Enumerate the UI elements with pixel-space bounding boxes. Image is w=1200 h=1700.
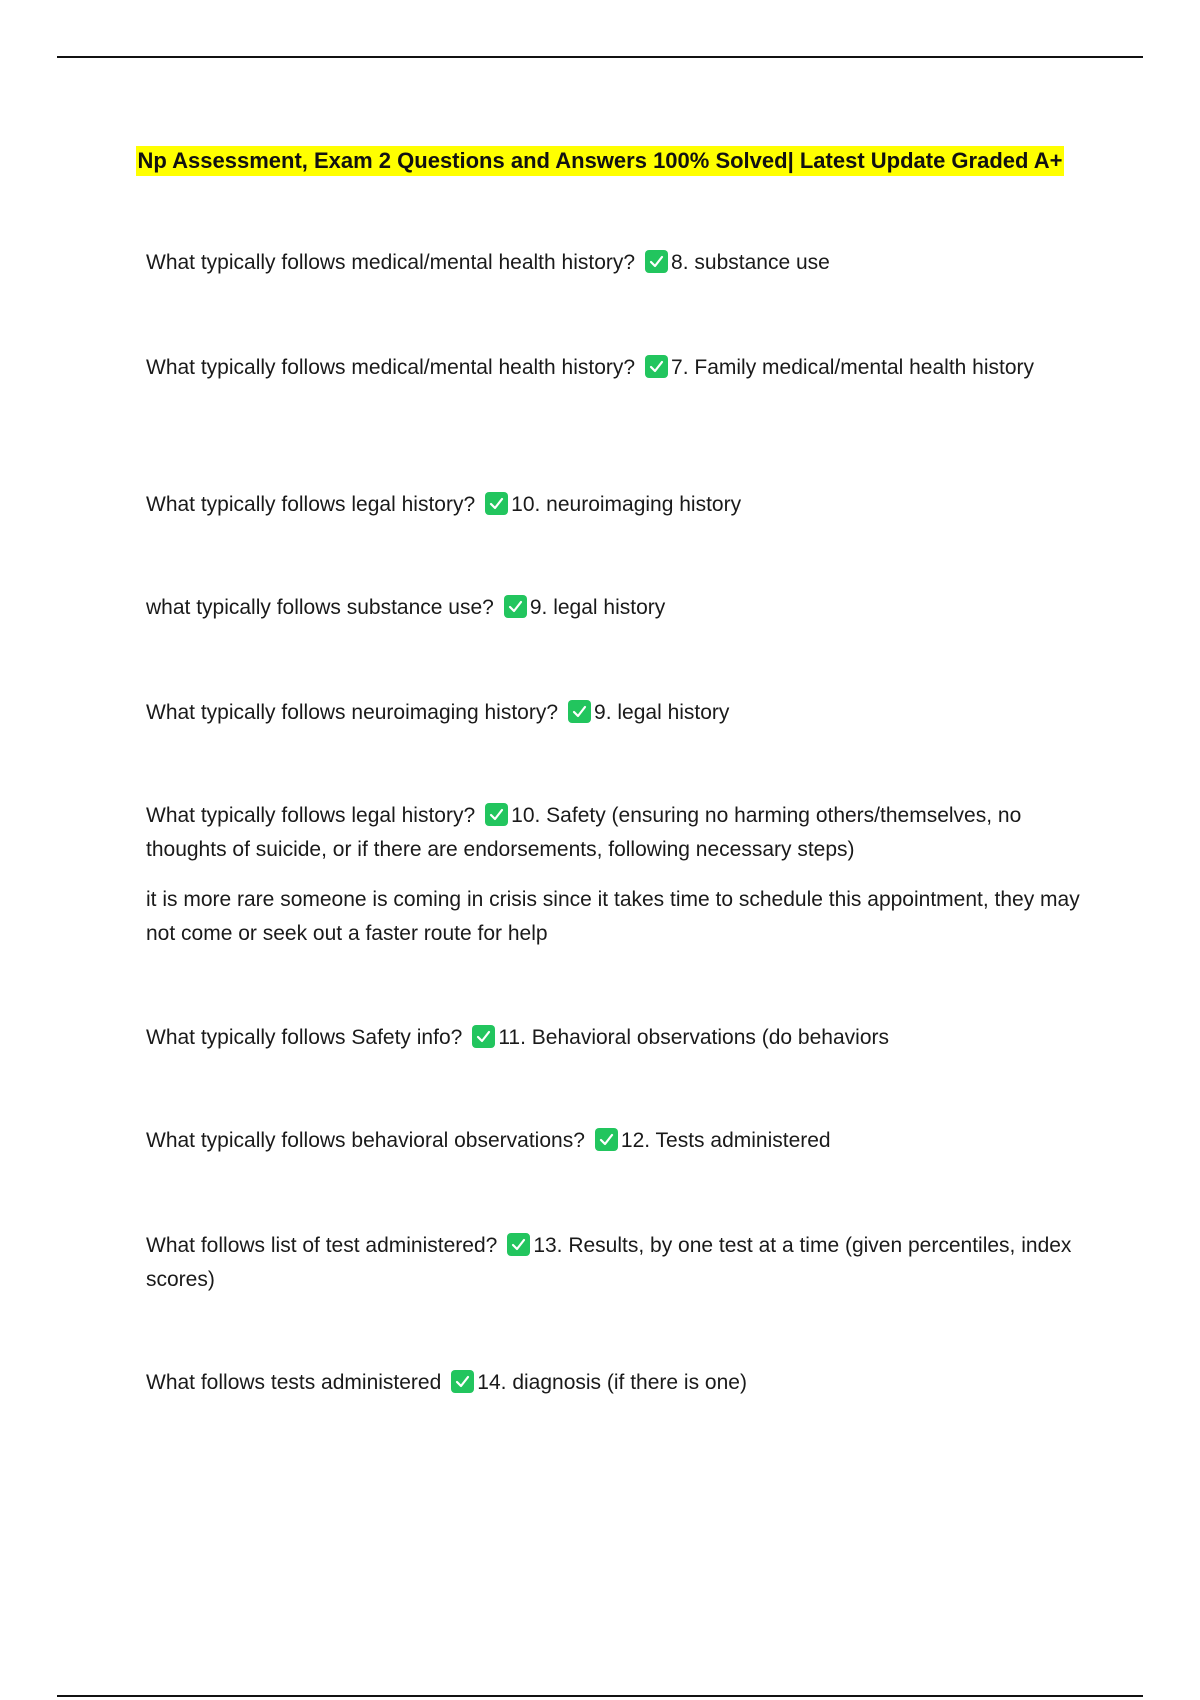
question-text: What follows tests administered (146, 1371, 442, 1394)
answer-text: 10. Safety (ensuring no harming others/themselves, no thoughts of suicide, or if there are endorsements, following necessary steps) (146, 804, 1022, 861)
title-wrap (0, 146, 1200, 176)
check-mark-icon (645, 355, 668, 378)
bottom-rule (57, 1695, 1143, 1697)
qa-item (146, 1021, 1086, 1055)
question-text: What typically follows behavioral observations? (146, 1129, 585, 1152)
question-text: What typically follows neuroimaging history? (146, 701, 559, 724)
question-text: What typically follows medical/mental health history? (146, 356, 636, 379)
answer-text: 7. Family medical/mental health history (671, 356, 1035, 379)
question-text: what typically follows substance use? (146, 596, 494, 619)
question-text: What typically follows medical/mental health history? (146, 251, 636, 274)
check-mark-icon (645, 250, 668, 273)
answer-text: 10. neuroimaging history (511, 493, 742, 516)
check-mark-icon (595, 1128, 618, 1151)
answer-text: 9. legal history (594, 701, 730, 724)
question-text: What follows list of test administered? (146, 1234, 498, 1257)
question-text: What typically follows legal history? (146, 493, 476, 516)
qa-item (146, 246, 1086, 280)
check-mark-icon (485, 803, 508, 826)
answer-note: it is more rare someone is coming in crisis since it takes time to schedule this appointment, they may not come or seek out a faster route for help (146, 888, 1080, 945)
check-mark-icon (568, 700, 591, 723)
qa-line (146, 799, 1086, 867)
answer-text: 8. substance use (671, 251, 830, 274)
question-text: What typically follows legal history? (146, 804, 476, 827)
check-mark-icon (485, 492, 508, 515)
qa-item (146, 1366, 1086, 1400)
answer-text: 11. Behavioral observations (do behaviors (498, 1026, 889, 1049)
qa-item (146, 351, 1086, 385)
check-mark-icon (504, 595, 527, 618)
question-text: What typically follows Safety info? (146, 1026, 463, 1049)
answer-text: 9. legal history (529, 596, 666, 619)
qa-item (146, 1229, 1086, 1297)
qa-item (146, 1124, 1086, 1158)
answer-text: 14. diagnosis (if there is one) (477, 1371, 747, 1394)
qa-item (146, 799, 1086, 951)
answer-text: 13. Results, by one test at a time (given percentiles, index scores) (146, 1234, 1072, 1291)
check-mark-icon (472, 1025, 495, 1048)
check-mark-icon (451, 1370, 474, 1393)
answer-text: 12. Tests administered (620, 1129, 831, 1152)
qa-item (146, 696, 1086, 730)
top-rule (57, 56, 1143, 58)
qa-item (146, 591, 1086, 625)
qa-item (146, 488, 1086, 522)
check-mark-icon (507, 1233, 530, 1256)
document-title: Np Assessment, Exam 2 Questions and Answers 100% Solved| Latest Update Graded A+ (136, 146, 1065, 176)
